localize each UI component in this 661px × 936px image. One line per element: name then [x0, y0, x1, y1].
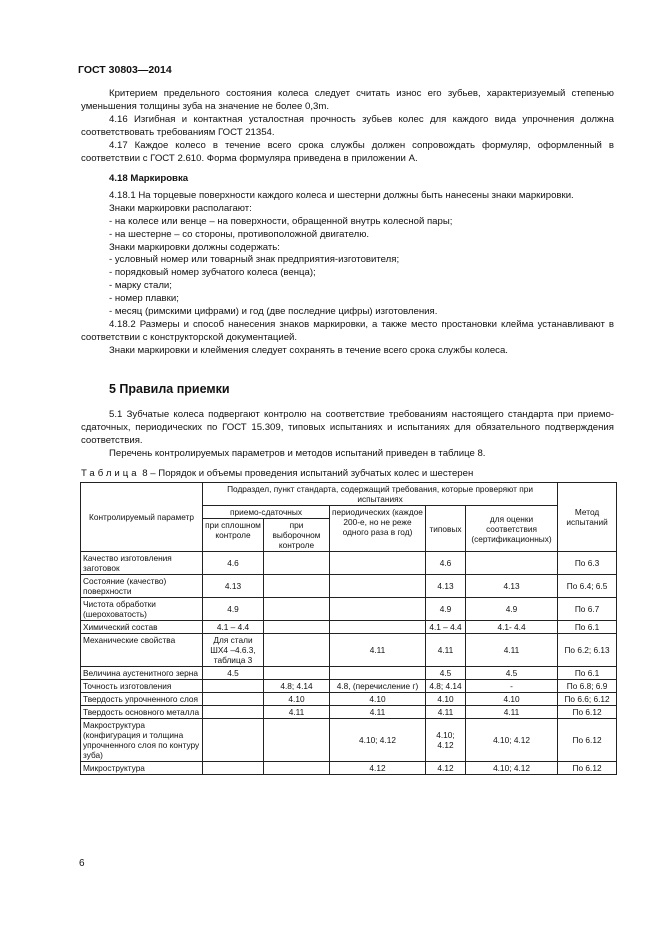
paragraph: 4.17 Каждое колесо в течение всего срока службы должен сопровождать формуляр, оформленный в соответствии с ГОСТ 2.610. Форма формуляра приведена в приложении А. [81, 139, 614, 164]
cell-typical: 4.1 – 4.4 [426, 621, 466, 634]
cell-param: Качество изготовления заготовок [81, 552, 203, 575]
header-periodic: периодических (каждое 200-е, но не реже одного раза в год) [330, 506, 426, 552]
cell-param: Химический состав [81, 621, 203, 634]
cell-method: По 6.8; 6.9 [558, 680, 617, 693]
cell-periodic [330, 667, 426, 680]
caption-prefix: Таблица [81, 468, 140, 479]
list-item: - на колесе или венце – на поверхности, обращенной внутрь колесной пары; [109, 215, 453, 227]
header-method: Метод испытаний [558, 483, 617, 552]
cell-param: Чистота обработки (шероховатость) [81, 598, 203, 621]
paragraph: Знаки маркировки и клеймения следует сохранять в течение всего срока службы колеса. [109, 344, 508, 356]
cell-method: По 6.7 [558, 598, 617, 621]
cell-conformity: 4.10; 4.12 [466, 719, 558, 762]
cell-typical: 4.10 [426, 693, 466, 706]
table-row [81, 621, 617, 634]
cell-typical: 4.6 [426, 552, 466, 575]
cell-full: 4.5 [203, 667, 264, 680]
cell-param: Точность изготовления [81, 680, 203, 693]
cell-typical: 4.11 [426, 634, 466, 667]
cell-typical: 4.11 [426, 706, 466, 719]
cell-method: По 6.1 [558, 667, 617, 680]
cell-typical: 4.12 [426, 762, 466, 775]
header-param: Контролируемый параметр [81, 483, 203, 552]
header-full: при сплошном контроле [203, 519, 264, 552]
cell-selective [264, 634, 330, 667]
cell-full [203, 693, 264, 706]
cell-typical: 4.8; 4.14 [426, 680, 466, 693]
list-item: - номер плавки; [109, 293, 179, 305]
cell-typical: 4.9 [426, 598, 466, 621]
cell-selective [264, 667, 330, 680]
table-body [81, 552, 617, 775]
cell-selective [264, 621, 330, 634]
cell-conformity: 4.11 [466, 634, 558, 667]
cell-selective [264, 552, 330, 575]
cell-full [203, 706, 264, 719]
cell-conformity: - [466, 680, 558, 693]
cell-param: Микроструктура [81, 762, 203, 775]
cell-conformity: 4.10 [466, 693, 558, 706]
list-item: - условный номер или товарный знак предприятия-изготовителя; [109, 254, 400, 266]
tests-table [80, 482, 617, 775]
cell-periodic [330, 575, 426, 598]
cell-periodic: 4.8, (перечисление г) [330, 680, 426, 693]
cell-full: 4.6 [203, 552, 264, 575]
cell-selective: 4.8; 4.14 [264, 680, 330, 693]
paragraph: 4.16 Изгибная и контактная усталостная прочность зубьев колес для каждого вида упрочнения должна соответствовать требованиям ГОСТ 21354. [81, 113, 614, 138]
table-row [81, 575, 617, 598]
cell-selective [264, 719, 330, 762]
list-item: - месяц (римскими цифрами) и год (две последние цифры) изготовления. [109, 306, 438, 318]
header-typical: типовых [426, 506, 466, 552]
cell-full: 4.9 [203, 598, 264, 621]
section-title: 4.18 Маркировка [109, 173, 189, 184]
cell-typical: 4.5 [426, 667, 466, 680]
paragraph: 5.1 Зубчатые колеса подвергают контролю на соответствие требованиям настоящего стандарта при приемо-сдаточных, периодических по ГОСТ 15.309, типовых испытаниях и испытаниях для обязательного подтверждения соответствия. [81, 409, 614, 446]
cell-typical: 4.13 [426, 575, 466, 598]
paragraph: Критерием предельного состояния колеса следует считать износ его зубьев, характеризуемый степенью уменьшения толщины зуба на значение не более 0,3m. [81, 88, 614, 112]
cell-conformity: 4.13 [466, 575, 558, 598]
table-row [81, 706, 617, 719]
cell-full: Для стали ШХ4 –4.6.3, таблица 3 [203, 634, 264, 667]
cell-periodic [330, 552, 426, 575]
cell-conformity: 4.9 [466, 598, 558, 621]
header-selective: при выборочном контроле [264, 519, 330, 552]
cell-periodic [330, 598, 426, 621]
table-row [81, 693, 617, 706]
cell-param: Механические свойства [81, 634, 203, 667]
section-4-18 [81, 173, 614, 358]
cell-selective: 4.11 [264, 706, 330, 719]
cell-full [203, 680, 264, 693]
cell-full [203, 719, 264, 762]
cell-conformity: 4.11 [466, 706, 558, 719]
cell-method: По 6.12 [558, 719, 617, 762]
cell-conformity: 4.5 [466, 667, 558, 680]
cell-selective [264, 762, 330, 775]
cell-selective: 4.10 [264, 693, 330, 706]
paragraph: Перечень контролируемых параметров и методов испытаний приведен в таблице 8. [109, 447, 486, 459]
cell-method: По 6.6; 6.12 [558, 693, 617, 706]
table-row [81, 762, 617, 775]
paragraph: Знаки маркировки должны содержать: [109, 241, 280, 253]
cell-typical: 4.10; 4.12 [426, 719, 466, 762]
list-item: - порядковый номер зубчатого колеса (венца); [109, 267, 316, 279]
cell-conformity: 4.10; 4.12 [466, 762, 558, 775]
header-conformity: для оценки соответствия (сертификационных) [466, 506, 558, 552]
document-header: ГОСТ 30803—2014 [78, 64, 172, 76]
cell-conformity: 4.1- 4.4 [466, 621, 558, 634]
cell-param: Макроструктура (конфигурация и толщина упрочненного слоя по контуру зуба) [81, 719, 203, 762]
cell-method: По 6.12 [558, 762, 617, 775]
cell-param: Твердость основного металла [81, 706, 203, 719]
table-caption [81, 468, 473, 479]
cell-selective [264, 575, 330, 598]
cell-periodic [330, 621, 426, 634]
cell-param: Состояние (качество) поверхности [81, 575, 203, 598]
table-row [81, 719, 617, 762]
table-row [81, 680, 617, 693]
cell-full: 4.1 – 4.4 [203, 621, 264, 634]
header-group: Подраздел, пункт стандарта, содержащий требования, которые проверяют при испытаниях [203, 483, 558, 506]
table-row [81, 634, 617, 667]
cell-method: По 6.12 [558, 706, 617, 719]
cell-method: По 6.3 [558, 552, 617, 575]
intro-paragraphs [81, 88, 614, 165]
cell-method: По 6.2; 6.13 [558, 634, 617, 667]
cell-periodic: 4.11 [330, 634, 426, 667]
cell-periodic: 4.12 [330, 762, 426, 775]
cell-selective [264, 598, 330, 621]
cell-param: Величина аустенитного зерна [81, 667, 203, 680]
cell-param: Твердость упрочненного слоя [81, 693, 203, 706]
table-row [81, 552, 617, 575]
table-row [81, 667, 617, 680]
cell-periodic: 4.10 [330, 693, 426, 706]
cell-method: По 6.4; 6.5 [558, 575, 617, 598]
list-item: - на шестерне – со стороны, противоположной двигателю. [109, 228, 370, 240]
caption-text: 8 – Порядок и объемы проведения испытаний зубчатых колес и шестерен [139, 468, 474, 479]
cell-full [203, 762, 264, 775]
header-acceptance: приемо-сдаточных [203, 506, 330, 519]
cell-full: 4.13 [203, 575, 264, 598]
cell-periodic: 4.11 [330, 706, 426, 719]
paragraph: 4.18.1 На торцевые поверхности каждого колеса и шестерни должны быть нанесены знаки маркировки. [109, 189, 574, 201]
section-5-text [81, 409, 614, 461]
paragraph: Знаки маркировки располагают: [109, 202, 252, 214]
list-item: - марку стали; [109, 280, 172, 292]
section-5-title: 5 Правила приемки [109, 382, 230, 396]
cell-conformity [466, 552, 558, 575]
table-row [81, 598, 617, 621]
cell-method: По 6.1 [558, 621, 617, 634]
page-number: 6 [79, 858, 85, 869]
paragraph: 4.18.2 Размеры и способ нанесения знаков маркировки, а также место простановки клейма устанавливают в соответствии с конструкторской документацией. [81, 318, 614, 343]
cell-periodic: 4.10; 4.12 [330, 719, 426, 762]
